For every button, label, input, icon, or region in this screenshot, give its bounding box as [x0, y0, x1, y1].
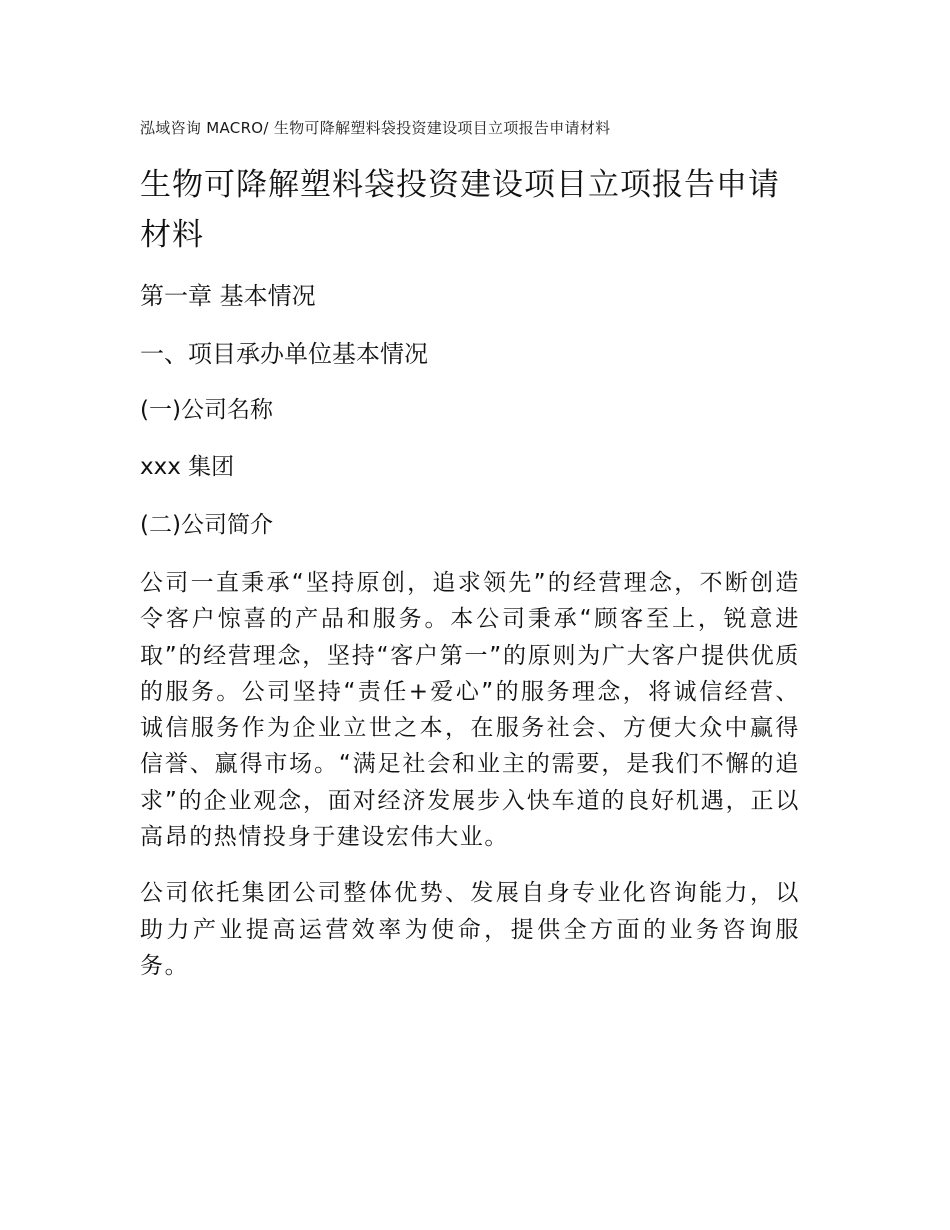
- running-header: 泓域咨询 MACRO/ 生物可降解塑料袋投资建设项目立项报告申请材料: [140, 119, 611, 137]
- subsection-heading-company-name: (一)公司名称: [140, 397, 273, 423]
- body-paragraph: 公司一直秉承“坚持原创，追求领先”的经营理念，不断创造令客户惊喜的产品和服务。本公司秉承“顾客至上，锐意进取”的经营理念，坚持“客户第一”的原则为广大客户提供优质的服务。公司坚持“责任+爱心”的服务理念，将诚信经营、诚信服务作为企业立世之本，在服务社会、方便大众中赢得信誉、赢得市场。“满足社会和业主的需要，是我们不懈的追求”的企业观念，面对经济发展步入快车道的良好机遇，正以高昂的热情投身于建设宏伟大业。: [140, 570, 800, 851]
- document-title: 生物可降解塑料袋投资建设项目立项报告申请材料: [140, 167, 780, 253]
- subsection-heading-company-profile: (二)公司简介: [140, 512, 273, 538]
- company-name-text: xxx 集团: [140, 454, 235, 480]
- section-heading: 一、项目承办单位基本情况: [140, 340, 428, 368]
- body-paragraph: 公司依托集团公司整体优势、发展自身专业化咨询能力，以助力产业提高运营效率为使命，提供全方面的业务咨询服务。: [140, 880, 800, 979]
- chapter-heading: 第一章 基本情况: [140, 282, 316, 310]
